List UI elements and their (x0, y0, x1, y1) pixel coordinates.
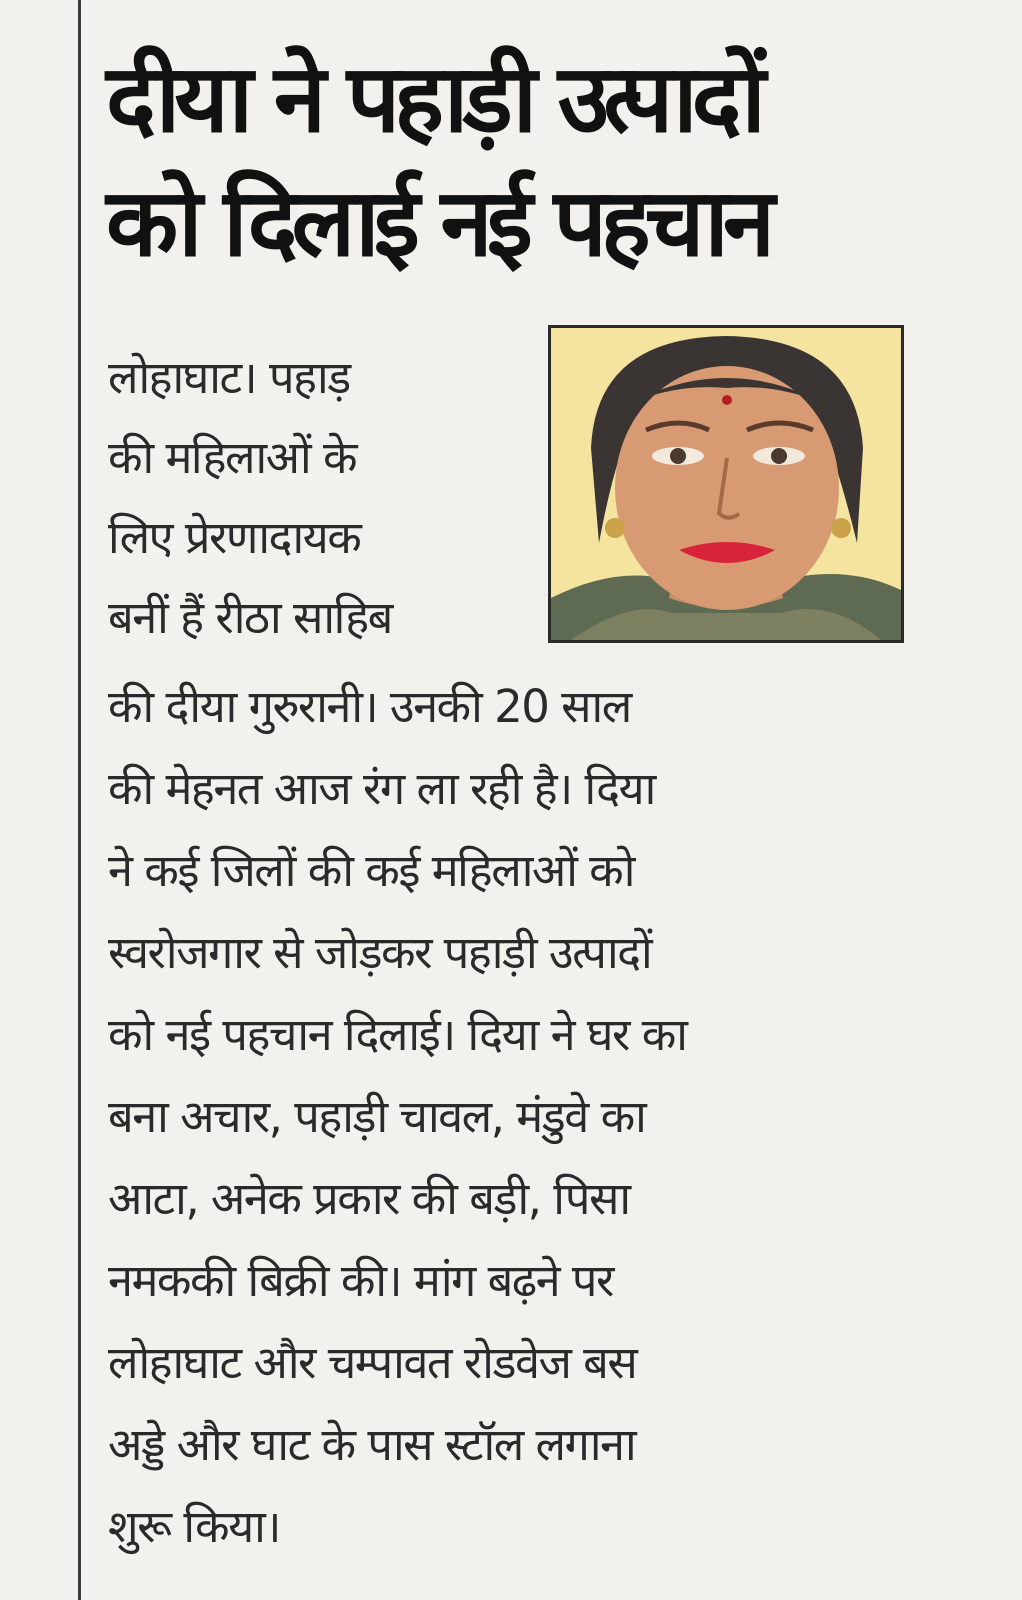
portrait-image (551, 328, 901, 640)
article-body (108, 666, 988, 1568)
headline (106, 38, 986, 286)
article-line: लिए प्रेरणादायक (108, 511, 361, 564)
article-line: को नई पहचान दिलाई। दिया ने घर का (108, 1008, 687, 1061)
article-line: बनीं हैं रीठा साहिब (108, 591, 392, 644)
article-line: बना अचार, पहाड़ी चावल, मंडुवे का (108, 1090, 646, 1143)
portrait-photo (548, 325, 904, 643)
article-line: आटा, अनेक प्रकार की बड़ी, पिसा (108, 1172, 630, 1225)
bindi-mark (722, 395, 732, 405)
article-line: की महिलाओं के (108, 431, 356, 484)
article-line: शुरू किया। (108, 1500, 280, 1553)
article-line: ने कई जिलों की कई महिलाओं को (108, 844, 634, 897)
article-line: की दीया गुरुरानी। उनकी 20 साल (108, 680, 631, 733)
article-lead (108, 338, 538, 658)
article-line: लोहाघाट। पहाड़ (108, 351, 350, 404)
article-line: की मेहनत आज रंग ला रही है। दिया (108, 762, 655, 815)
column-divider (78, 0, 81, 1600)
article-line: लोहाघाट और चम्पावत रोडवेज बस (108, 1336, 637, 1389)
headline-line-2: को दिलाई नई पहचान (106, 169, 770, 278)
article-line: स्वरोजगार से जोड़कर पहाड़ी उत्पादों (108, 926, 652, 979)
article-line: अड्डे और घाट के पास स्टॉल लगाना (108, 1418, 636, 1471)
article-line: नमककी बिक्री की। मांग बढ़ने पर (108, 1254, 613, 1307)
headline-line-1: दीया ने पहाड़ी उत्पादों (106, 45, 760, 154)
